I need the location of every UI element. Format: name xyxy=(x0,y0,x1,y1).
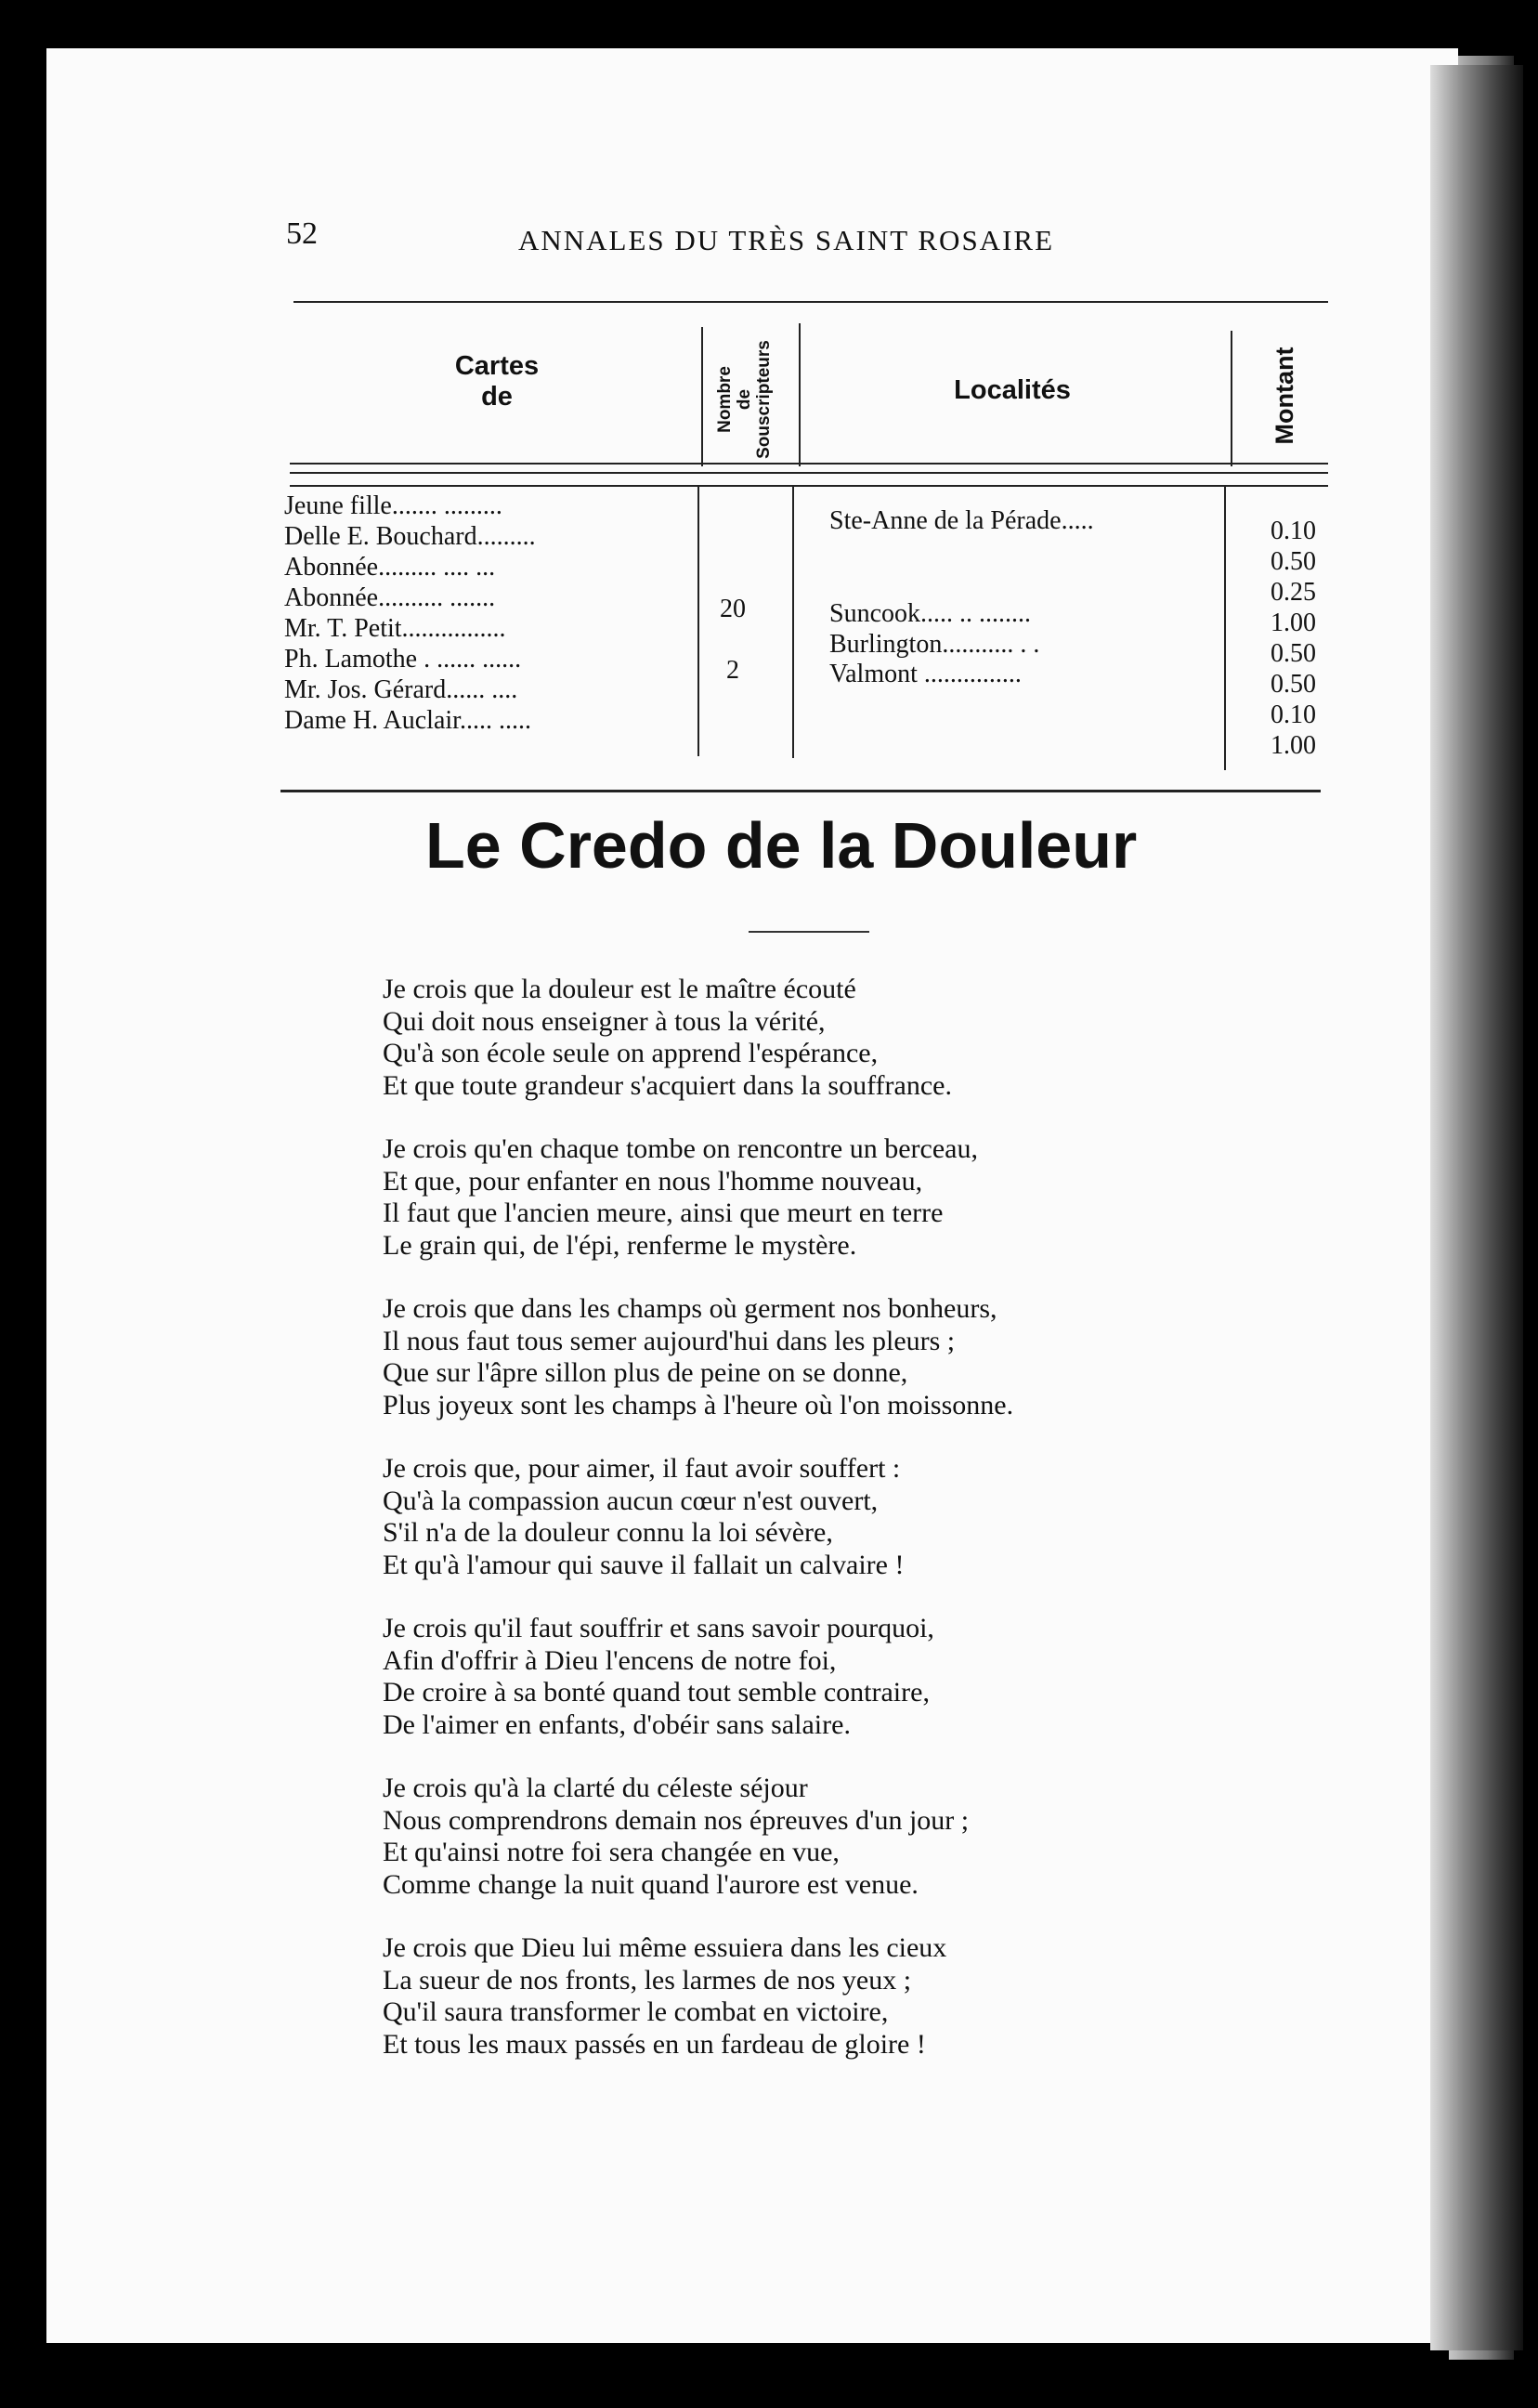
table-header-rule-2 xyxy=(290,472,1328,474)
row-montant: 1.00 xyxy=(1271,731,1316,760)
stanza xyxy=(383,1773,1013,1901)
poem-body xyxy=(383,974,1013,2092)
verse: Le grain qui, de l'épi, renferme le mystère. xyxy=(383,1229,857,1261)
binding-shadow xyxy=(1430,65,1523,2350)
header-cartes-line1: Cartes xyxy=(454,351,540,381)
table-top-rule xyxy=(293,301,1328,303)
verse: La sueur de nos fronts, les larmes de nos yeux ; xyxy=(383,1964,912,1996)
page-number: 52 xyxy=(286,216,318,251)
verse: De l'aimer en enfants, d'obéir sans salaire. xyxy=(383,1708,851,1740)
row-carte: Dame H. Auclair..... ..... xyxy=(284,706,531,735)
header-nombre-line3: Souscripteurs xyxy=(754,340,774,459)
row-carte: Jeune fille....... ......... xyxy=(284,491,502,520)
header-montant: Montant xyxy=(1271,347,1298,445)
row-montant: 1.00 xyxy=(1271,609,1316,637)
verse: Il nous faut tous semer aujourd'hui dans les pleurs ; xyxy=(383,1325,956,1356)
verse: Plus joyeux sont les champs à l'heure où l'on moissonne. xyxy=(383,1389,1014,1420)
table-bottom-rule xyxy=(280,790,1321,792)
header-localites: Localités xyxy=(954,375,1071,405)
verse: Je crois qu'à la clarté du céleste séjour xyxy=(383,1773,808,1803)
stanza xyxy=(383,1293,1013,1421)
title-divider xyxy=(749,931,869,933)
verse: Nous comprendrons demain nos épreuves d'un jour ; xyxy=(383,1804,970,1836)
row-nombre: 2 xyxy=(726,656,739,685)
cartes-column xyxy=(284,491,536,736)
verse: Afin d'offrir à Dieu l'encens de notre foi, xyxy=(383,1644,837,1676)
col-rule-3 xyxy=(1231,331,1232,466)
verse: Il faut que l'ancien meure, ainsi que meurt en terre xyxy=(383,1197,944,1228)
table-header-rule-3 xyxy=(290,485,1328,487)
verse: Qu'à la compassion aucun cœur n'est ouvert, xyxy=(383,1485,879,1516)
table-header-rule-1 xyxy=(290,463,1328,465)
verse: Qu'à son école seule on apprend l'espérance, xyxy=(383,1038,879,1068)
verse: Je crois qu'en chaque tombe on rencontre un berceau, xyxy=(383,1133,978,1164)
verse: Comme change la nuit quand l'aurore est venue. xyxy=(383,1868,919,1900)
page-header xyxy=(286,216,1215,263)
row-nombre: 20 xyxy=(720,595,746,623)
header-cartes xyxy=(418,351,576,412)
verse: Et que, pour enfanter en nous l'homme nouveau, xyxy=(383,1165,923,1197)
verse: Je crois qu'il faut souffrir et sans savoir pourquoi, xyxy=(383,1613,934,1643)
poem-title: Le Credo de la Douleur xyxy=(425,809,1138,882)
verse: De croire à sa bonté quand tout semble contraire, xyxy=(383,1677,930,1708)
verse: Qui doit nous enseigner à tous la vérité, xyxy=(383,1005,826,1037)
stanza xyxy=(383,1613,1013,1741)
row-localite: Ste-Anne de la Pérade..... xyxy=(829,506,1094,535)
montant-column xyxy=(1271,516,1316,761)
verse: Je crois que la douleur est le maître écouté xyxy=(383,974,856,1004)
running-title: ANNALES DU TRÈS SAINT ROSAIRE xyxy=(518,224,1055,256)
row-montant: 0.50 xyxy=(1271,639,1316,668)
row-montant: 0.50 xyxy=(1271,670,1316,699)
col-rule-2b xyxy=(792,487,794,758)
verse: Je crois que dans les champs où germent nos bonheurs, xyxy=(383,1293,997,1324)
row-montant: 0.50 xyxy=(1271,547,1316,576)
header-nombre-line1: Nombre xyxy=(715,366,735,433)
col-rule-1 xyxy=(701,327,703,466)
verse: Je crois que Dieu lui même essuiera dans les cieux xyxy=(383,1932,947,1963)
verse: Que sur l'âpre sillon plus de peine on se donne, xyxy=(383,1357,908,1388)
verse: Qu'il saura transformer le combat en victoire, xyxy=(383,1996,889,2027)
verse: Je crois que, pour aimer, il faut avoir souffert : xyxy=(383,1453,901,1484)
header-cartes-line2: de xyxy=(481,382,513,412)
row-carte: Abonnée.......... ....... xyxy=(284,583,496,612)
verse: Et qu'à l'amour qui sauve il fallait un calvaire ! xyxy=(383,1549,905,1580)
verse: Et qu'ainsi notre foi sera changée en vue, xyxy=(383,1837,840,1867)
row-localite: Valmont ............... xyxy=(829,660,1022,688)
header-nombre xyxy=(715,334,774,465)
row-carte: Abonnée......... .... ... xyxy=(284,553,496,582)
col-rule-1b xyxy=(697,487,699,756)
stanza xyxy=(383,1133,1013,1262)
row-montant: 0.10 xyxy=(1271,700,1316,729)
col-rule-2 xyxy=(799,323,801,466)
row-montant: 0.10 xyxy=(1271,517,1316,545)
col-rule-3b xyxy=(1224,487,1226,770)
row-carte: Delle E. Bouchard......... xyxy=(284,522,536,551)
stanza xyxy=(383,1932,1013,2061)
header-nombre-line2: de xyxy=(735,388,754,411)
row-localite: Burlington........... . . xyxy=(829,630,1040,659)
row-localite: Suncook..... .. ........ xyxy=(829,599,1031,628)
row-carte: Mr. Jos. Gérard...... .... xyxy=(284,675,518,704)
stanza xyxy=(383,974,1013,1102)
stanza xyxy=(383,1453,1013,1581)
row-carte: Ph. Lamothe . ...... ...... xyxy=(284,645,522,674)
verse: Et que toute grandeur s'acquiert dans la souffrance. xyxy=(383,1069,952,1101)
row-carte: Mr. T. Petit................ xyxy=(284,614,506,643)
verse: Et tous les maux passés en un fardeau de gloire ! xyxy=(383,2028,926,2060)
verse: S'il n'a de la douleur connu la loi sévère, xyxy=(383,1517,833,1548)
row-montant: 0.25 xyxy=(1271,578,1316,607)
